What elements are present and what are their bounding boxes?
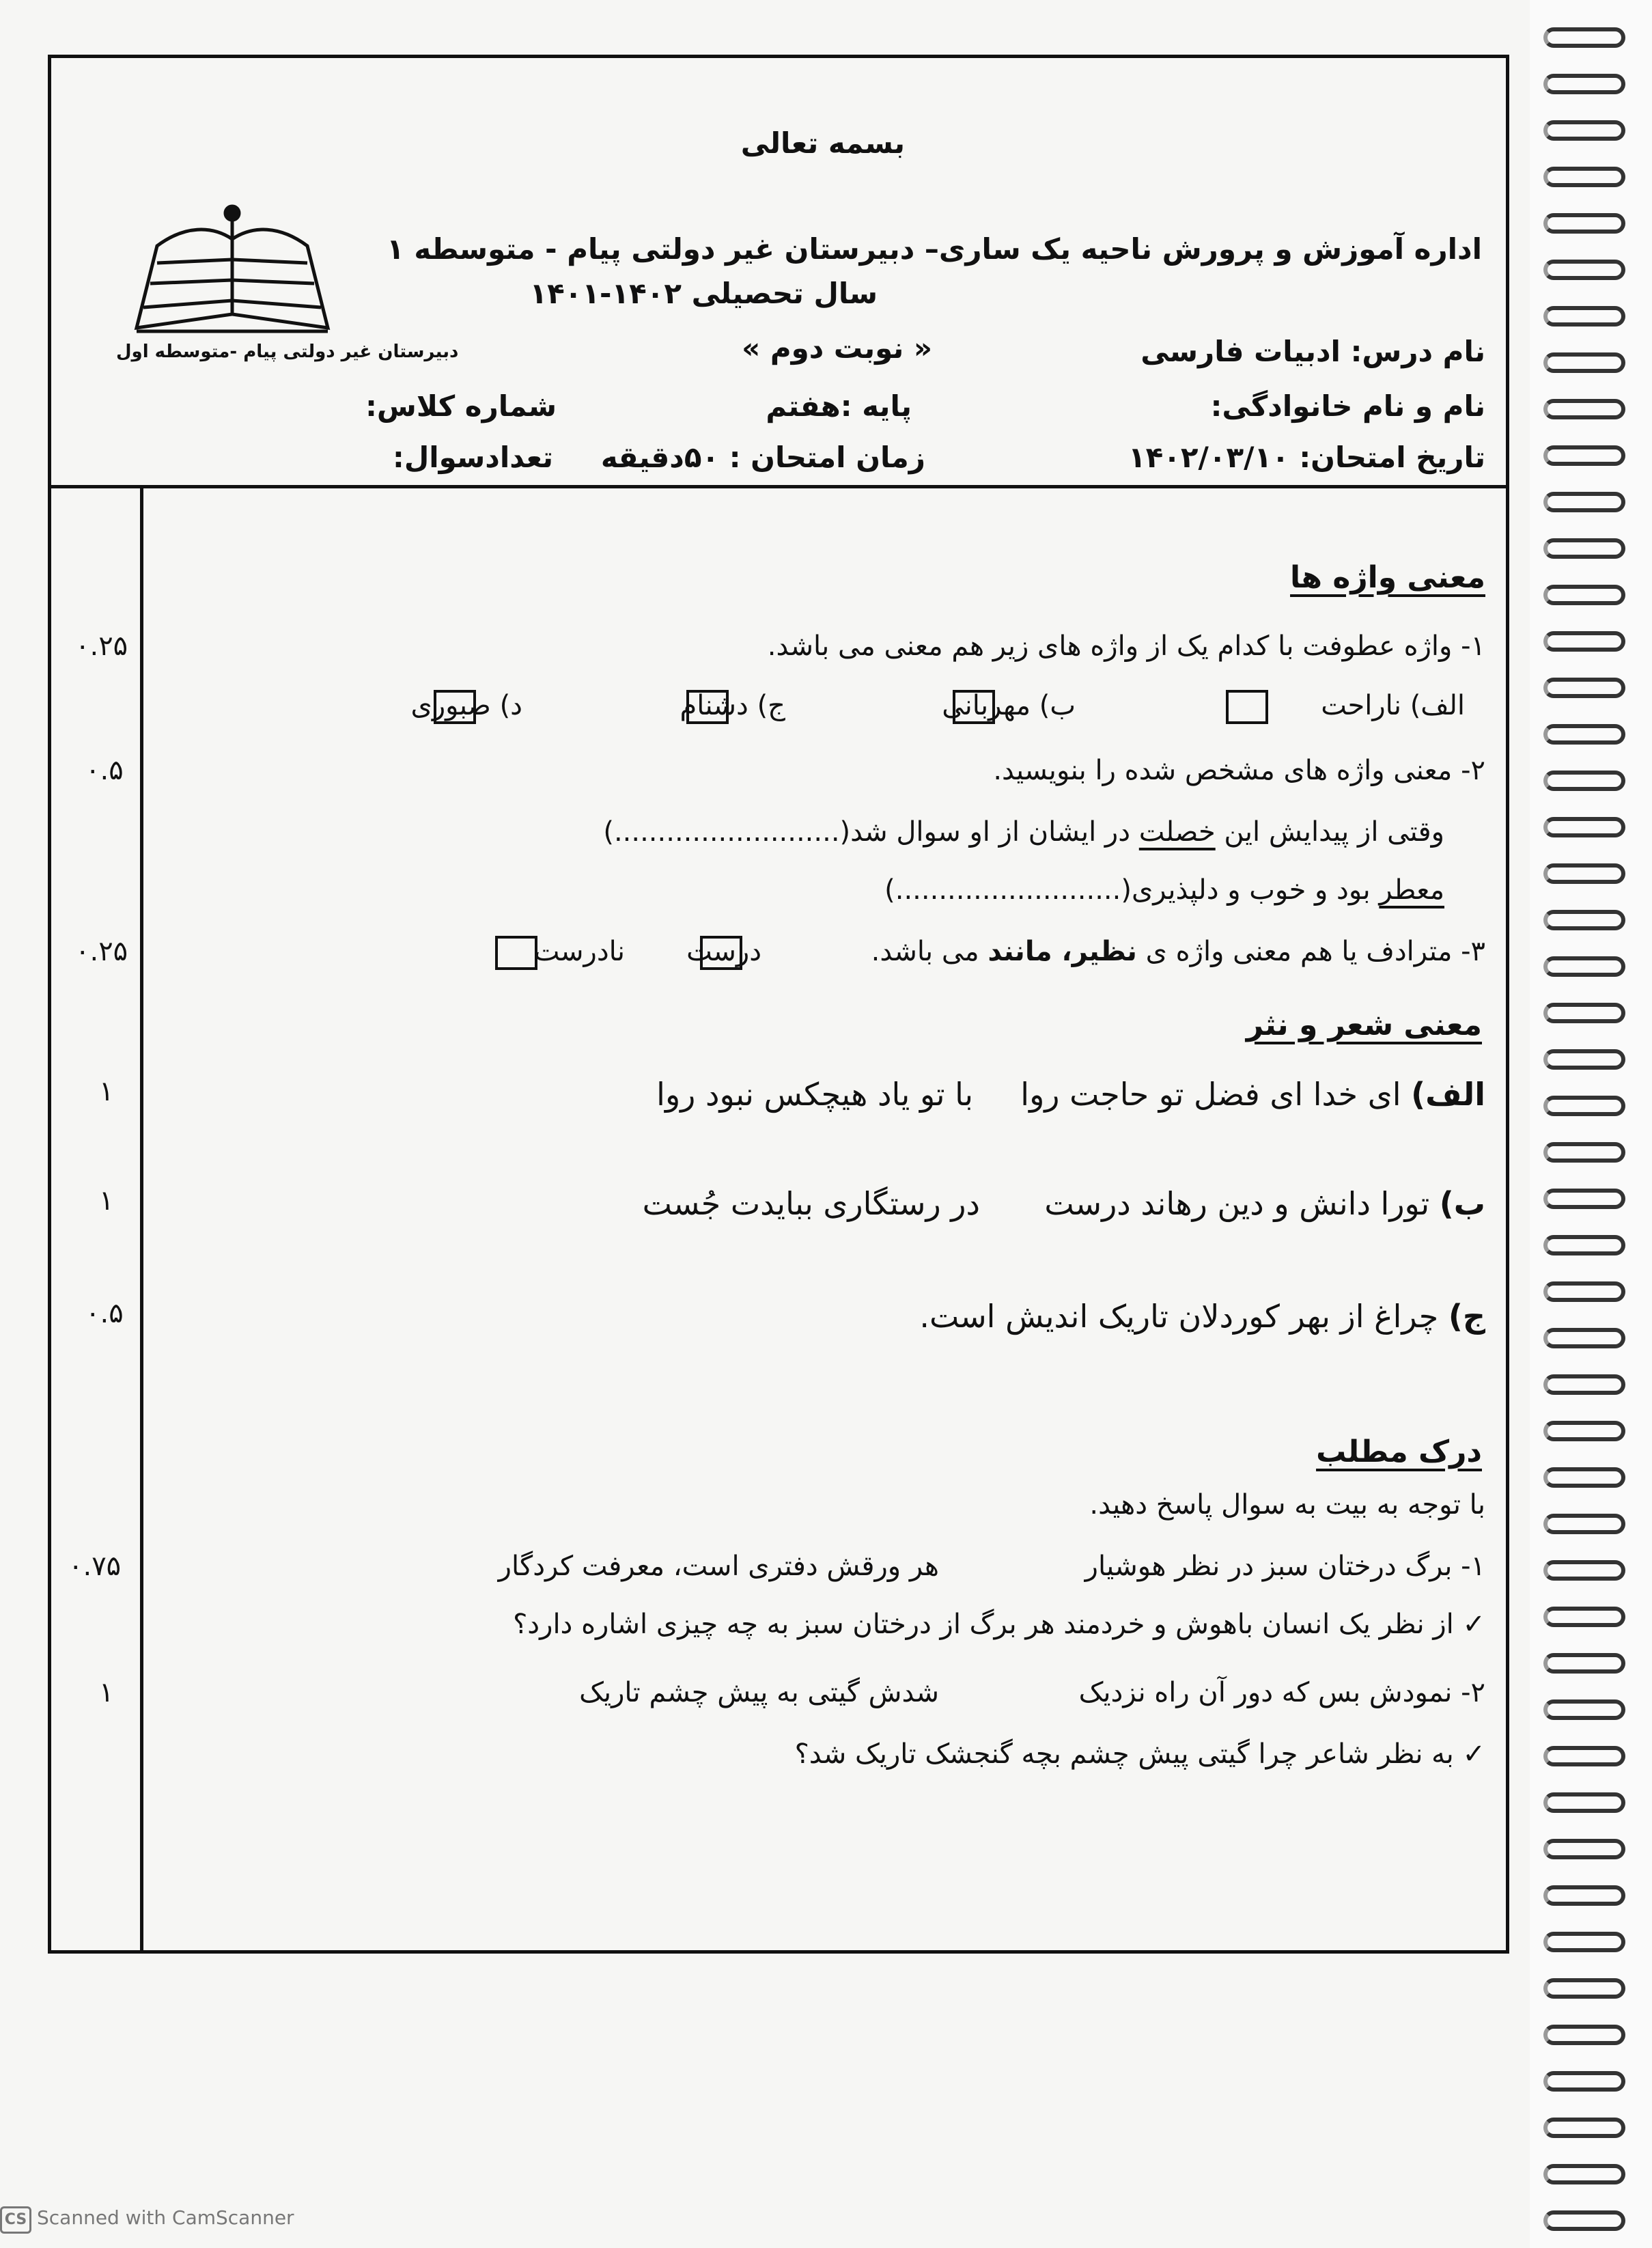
comprehension-q2-question: ✓ به نظر شاعر چرا گیتی پیش چشم بچه گنجشک تاریک شد؟ [794,1738,1485,1770]
vocab-q2-line1: وقتی از پیدایش این خصلت در ایشان از او سوال شد(..........................) [603,816,1444,848]
spiral-binding [1530,0,1652,2248]
spiral-ring [1543,1049,1625,1070]
option-d-label: د) صبوری [410,690,522,721]
option-d-checkbox[interactable] [434,690,476,724]
spiral-ring [1543,1978,1625,1999]
spiral-ring [1543,445,1625,466]
poetry-b-score: ۱ [99,1185,114,1217]
true-checkbox[interactable] [700,936,742,970]
spiral-ring [1543,1560,1625,1581]
poetry-c-score: ۰.۵ [85,1298,124,1329]
comprehension-q1-right: ۱- برگ درختان سبز در نظر هوشیار [1084,1551,1485,1582]
spiral-ring [1543,1885,1625,1906]
option-a [1321,690,1465,721]
poetry-a-score: ۱ [99,1076,114,1107]
option-a-label: الف) ناراحت [1321,690,1465,721]
spiral-ring [1543,74,1625,94]
spiral-ring [1543,538,1625,559]
comprehension-q1-score: ۰.۷۵ [68,1551,122,1582]
poetry-b-left: در رستگاری ببایدت جُست [642,1185,980,1222]
option-c-checkbox[interactable] [686,690,729,724]
class-number-label: شماره کلاس: [365,389,557,423]
spiral-ring [1543,120,1625,141]
spiral-ring [1543,213,1625,234]
student-name-label: نام و نام خانوادگی: [1210,389,1485,423]
spiral-ring [1543,724,1625,745]
school-logo-book-icon [130,198,335,342]
exam-header [51,58,1506,488]
exam-sheet [48,55,1509,1954]
option-b-label: ب) مهربانی [942,690,1076,721]
comprehension-q2-left: شدش گیتی به پیش چشم تاریک [579,1677,939,1708]
scan-watermark [0,2206,294,2234]
spiral-ring [1543,2118,1625,2138]
section-title-comprehension: درک مطلب [1316,1434,1482,1469]
spiral-ring [1543,1607,1625,1627]
spiral-ring [1543,1839,1625,1859]
comprehension-q1-question: ✓ از نظر یک انسان باهوش و خردمند هر برگ از درختان سبز به چه چیزی اشاره دارد؟ [513,1609,1485,1640]
spiral-ring [1543,771,1625,791]
spiral-ring [1543,492,1625,512]
vocab-q2-text: ۲- معنی واژه های مشخص شده را بنویسید. [993,755,1485,786]
check-mark-icon: ✓ [1462,1738,1485,1770]
spiral-ring [1543,306,1625,327]
spiral-ring [1543,1281,1625,1302]
false-label: نادرست [533,936,625,967]
spiral-ring [1543,1653,1625,1674]
option-c-label: ج) دشنام [680,690,785,721]
vocab-q3-score: ۰.۲۵ [75,936,128,967]
comprehension-q1-left: هر ورقش دفتری است، معرفت کردگار [498,1551,939,1582]
exam-duration: زمان امتحان : ۵۰دقیقه [600,441,925,474]
spiral-ring [1543,2071,1625,2092]
organization-line: اداره آموزش و پرورش ناحیه یک ساری– دبیرستان غیر دولتی پیام - متوسطه ۱ [387,232,1482,266]
spiral-ring [1543,1235,1625,1255]
section-title-poetry: معنی شعر و نثر [1246,1008,1482,1042]
spiral-ring [1543,585,1625,605]
vocab-q3-text: ۳- مترادف یا هم معنی واژه ی نظیر، مانند می باشد. [871,936,1485,967]
spiral-ring [1543,1514,1625,1534]
camscanner-badge: CS [0,2206,31,2234]
question-count-label: تعدادسوال: [393,441,553,474]
comprehension-q2-right: ۲- نمودش بس که دور آن راه نزدیک [1078,1677,1485,1708]
option-b-checkbox[interactable] [953,690,995,724]
spiral-ring [1543,2025,1625,2045]
grade-label: پایه :هفتم [766,389,912,423]
highlighted-word-khaslat: خصلت [1138,816,1216,848]
spiral-ring [1543,910,1625,930]
spiral-ring [1543,1932,1625,1952]
spiral-ring [1543,167,1625,187]
false-checkbox[interactable] [495,936,537,970]
spiral-ring [1543,352,1625,373]
vocab-q1-score: ۰.۲۵ [75,630,128,662]
spiral-ring [1543,631,1625,652]
comprehension-intro: با توجه به بیت به سوال پاسخ دهید. [1089,1489,1485,1521]
spiral-ring [1543,1096,1625,1116]
vocab-q2-line2: معطر بود و خوب و دلپذیری(..........................) [884,874,1444,906]
invocation-title: بسمه تعالی [740,126,905,160]
poetry-a-left: با تو یاد هیچکس نبود روا [656,1076,973,1113]
vocab-q1-text: ۱- واژه عطوفت با کدام یک از واژه های زیر هم معنی می باشد. [767,630,1485,662]
highlighted-word-moattar: معطر [1379,874,1444,906]
comprehension-q2-score: ۱ [99,1677,114,1708]
spiral-ring [1543,863,1625,884]
spiral-ring [1543,1374,1625,1395]
true-label: درست [686,936,761,967]
spiral-ring [1543,399,1625,419]
spiral-ring [1543,2210,1625,2231]
spiral-ring [1543,1792,1625,1813]
spiral-ring [1543,1421,1625,1441]
poetry-a-right: الف) ای خدا ای فضل تو حاجت روا [1020,1076,1485,1113]
exam-date: تاریخ امتحان: ۱۴۰۲/۰۳/۱۰ [1128,441,1485,474]
section-title-vocab: معنی واژه ها [1290,560,1485,595]
spiral-ring [1543,1746,1625,1766]
spiral-ring [1543,1003,1625,1023]
score-column-divider [140,488,143,1950]
option-a-checkbox[interactable] [1226,690,1268,724]
spiral-ring [1543,1328,1625,1348]
poetry-b-right: ب) تورا دانش و دین رهاند درست [1044,1185,1485,1222]
spiral-ring [1543,817,1625,837]
camscanner-text: Scanned with CamScanner [37,2206,294,2229]
spiral-ring [1543,1699,1625,1720]
spiral-ring [1543,1189,1625,1209]
spiral-ring [1543,678,1625,698]
academic-year: سال تحصیلی ۱۴۰۲-۱۴۰۱ [529,277,878,310]
poetry-c: ج) چراغ از بهر کوردلان تاریک اندیش است. [919,1298,1485,1335]
spiral-ring [1543,27,1625,48]
spiral-ring [1543,1467,1625,1488]
check-mark-icon: ✓ [1462,1609,1485,1640]
spiral-ring [1543,1142,1625,1163]
exam-round: « نوبت دوم » [742,331,932,365]
spiral-ring [1543,956,1625,977]
spiral-ring [1543,2164,1625,2184]
course-name: نام درس: ادبیات فارسی [1140,335,1485,368]
vocab-q2-score: ۰.۵ [85,755,124,786]
spiral-ring [1543,260,1625,280]
logo-caption: دبیرستان غیر دولتی پیام -متوسطه اول [116,342,459,362]
